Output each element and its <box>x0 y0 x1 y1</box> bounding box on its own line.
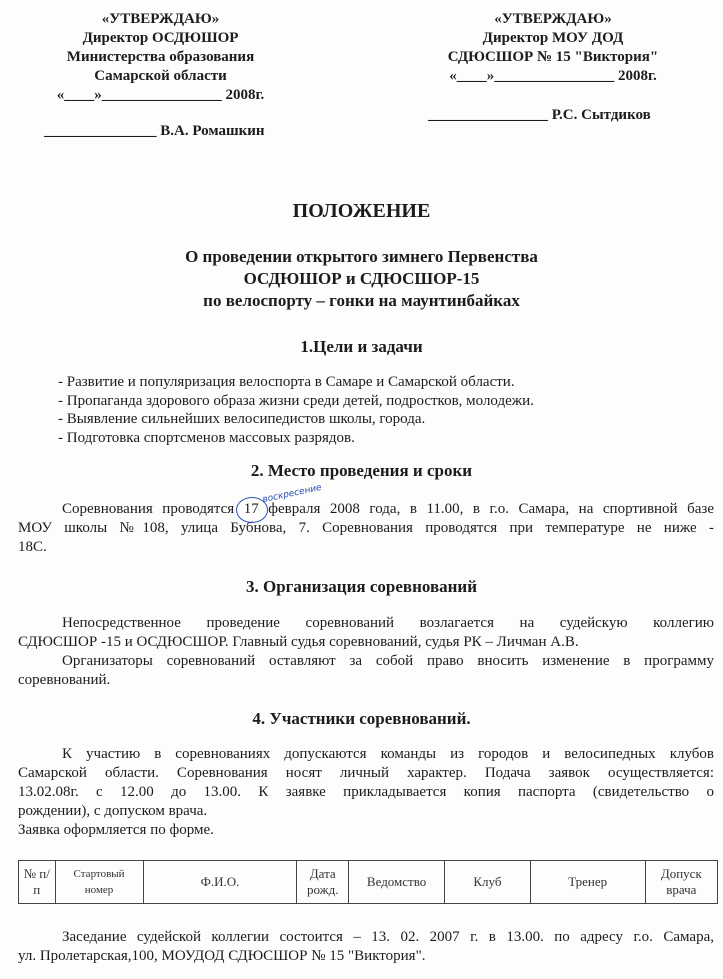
table-header-cell: Тренер <box>530 861 645 904</box>
section-paragraph <box>18 500 714 557</box>
paragraph-line: Соревнования проводятся 17 февраля 2008 года, в 11.00, в г.о. Самара, на спортивной базе <box>62 501 714 517</box>
paragraph-line: рождении), с допуском врача. <box>18 803 208 819</box>
subtitle-line: по велоспорту – гонки на маунтинбайках <box>203 291 520 310</box>
paragraph-line: 18С. <box>18 539 47 555</box>
table-header-cell: Ведомство <box>349 861 445 904</box>
paragraph-line: Самарской области. Соревнования носят личный характер. Подача заявок осуществляется: <box>18 765 714 781</box>
subtitle-line: О проведении открытого зимнего Первенства <box>185 247 538 266</box>
subtitle <box>0 246 723 312</box>
paragraph-line: МОУ школы №108, улица Бубнова, 7. Соревнования проводятся при температуре не ниже - <box>18 520 714 536</box>
signature-line-left: _______________ В.А. Ромашкин <box>44 123 265 139</box>
table-header-cell: Ф.И.О. <box>143 861 297 904</box>
section-title: 2. Место проведения и сроки <box>250 461 473 480</box>
section-paragraph <box>18 745 714 840</box>
paragraph-line: Заседание судейской коллегии состоится – 13. 02. 2007 г. в 13.00. по адресу г.о. Самара, <box>62 929 714 945</box>
table-header-cell: Допуск врача <box>645 861 717 904</box>
list-item: - Развитие и популяризация велоспорта в Самаре и Самарской области. <box>58 374 515 390</box>
list-item: - Подготовка спортсменов массовых разрядов. <box>58 429 355 446</box>
approval-line: Министерства образования <box>66 49 255 65</box>
subtitle-line: ОСДЮШОР и СДЮСШОР-15 <box>243 269 480 288</box>
paragraph-line: соревнований. <box>18 672 111 688</box>
table-header-cell: № п/п <box>19 861 56 904</box>
approval-block-right <box>428 10 678 86</box>
paragraph-line: ул. Пролетарская,100, МОУДОД СДЮСШОР № 15 "Виктория". <box>18 948 426 964</box>
paragraph-line: Непосредственное проведение соревнований возлагается на судейскую коллегию <box>62 615 714 631</box>
handwritten-note: воскресение <box>261 482 323 506</box>
approval-line: Самарской области <box>94 68 227 84</box>
approval-heading: «УТВЕРЖДАЮ» <box>101 11 220 27</box>
approval-date-line: «____»________________ 2008г. <box>449 68 657 84</box>
closing-paragraph <box>18 928 714 966</box>
list-item: - Выявление сильнейших велосипедистов школы, города. <box>58 411 426 427</box>
approval-heading: «УТВЕРЖДАЮ» <box>494 11 612 27</box>
goals-list <box>58 373 534 447</box>
section-paragraph <box>18 614 714 690</box>
approval-line: Директор ОСДЮШОР <box>82 30 239 46</box>
approval-line: СДЮСШОР № 15 "Виктория" <box>447 49 659 65</box>
list-item: - Пропаганда здорового образа жизни среди детей, подростков, молодежи. <box>58 392 534 409</box>
approval-line: Директор МОУ ДОД <box>482 30 624 46</box>
signature-line-right: ________________ Р.С. Сытдиков <box>428 107 651 123</box>
table-header-cell: Стартовый номер <box>55 861 143 904</box>
page-title: ПОЛОЖЕНИЕ <box>292 200 431 222</box>
approval-date-line: «____»________________ 2008г. <box>56 87 265 103</box>
table-header-cell: Дата рожд. <box>297 861 349 904</box>
paragraph-line: СДЮСШОР -15 и ОСДЮСШОР. Главный судья соревнований, судья РК – Личман А.В. <box>18 634 579 650</box>
paragraph-line: К участию в соревнованиях допускаются команды из городов и велосипедных клубов <box>62 746 714 762</box>
approval-block-left <box>38 10 283 105</box>
section-title: 4. Участники соревнований. <box>252 709 471 728</box>
paragraph-line: Заявка оформляется по форме. <box>18 822 214 838</box>
section-title: 3. Организация соревнований <box>245 577 478 596</box>
paragraph-line: Организаторы соревнований оставляют за собой право вносить изменение в программу <box>62 653 714 669</box>
table-header-cell: Клуб <box>445 861 531 904</box>
paragraph-line: 13.02.08г. с 12.00 до 13.00. К заявке прикладывается копия паспорта (свидетельство о <box>18 784 714 800</box>
table-header-row <box>19 861 718 904</box>
section-title: 1.Цели и задачи <box>300 337 423 356</box>
application-form-table <box>18 860 718 904</box>
